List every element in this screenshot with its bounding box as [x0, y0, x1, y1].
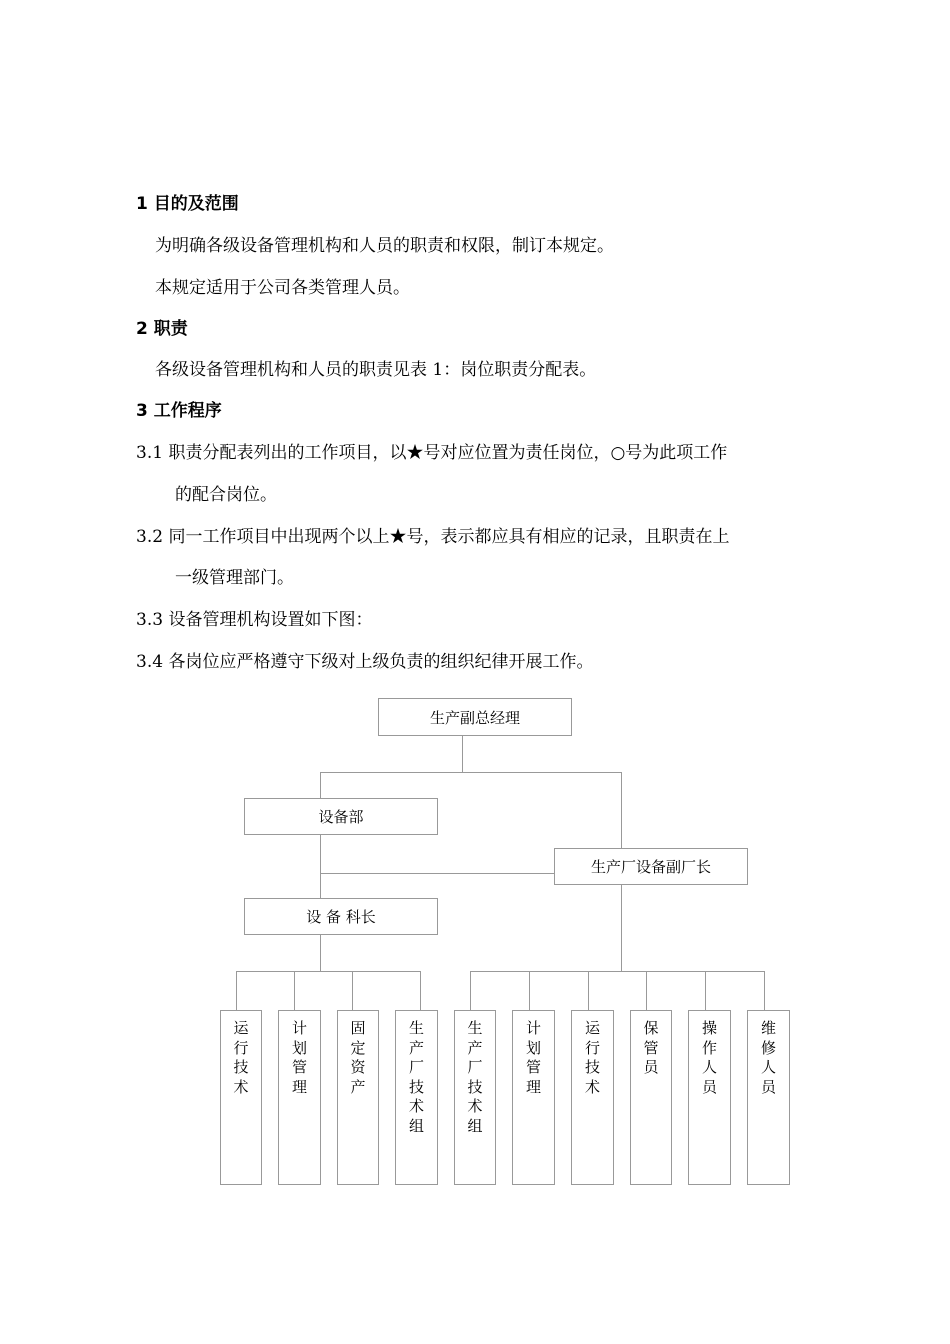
connector [236, 971, 237, 1010]
section-1-heading: 1 目的及范围 [136, 194, 239, 214]
org-box-equipment-dept: 设备部 [244, 798, 438, 835]
section-3-heading: 3 工作程序 [136, 401, 222, 421]
org-unit-label: 计划管理 [291, 1019, 307, 1096]
org-unit-right-3 [571, 1010, 614, 1185]
connector [470, 971, 471, 1010]
org-unit-label: 维修人员 [760, 1019, 776, 1096]
section-1-paragraph-1: 为明确各级设备管理机构和人员的职责和权限，制订本规定。 [155, 236, 614, 256]
org-unit-left-2 [278, 1010, 321, 1185]
connector [470, 971, 765, 972]
org-unit-right-4 [630, 1010, 672, 1185]
section-2-paragraph-1: 各级设备管理机构和人员的职责见表 1：岗位职责分配表。 [155, 360, 597, 380]
connector [420, 971, 421, 1010]
item-3-2-line-1: 3.2 同一工作项目中出现两个以上★号，表示都应具有相应的记录，且职责在上 [136, 527, 730, 547]
connector [320, 873, 555, 874]
item-3-2-line-2: 一级管理部门。 [175, 568, 294, 588]
connector [320, 772, 622, 773]
org-unit-label: 保管员 [643, 1019, 659, 1076]
org-unit-label: 计划管理 [525, 1019, 541, 1096]
org-unit-left-3 [337, 1010, 379, 1185]
org-unit-right-6 [747, 1010, 790, 1185]
item-3-1-line-2: 的配合岗位。 [175, 485, 277, 505]
connector [588, 971, 589, 1010]
connector [646, 971, 647, 1010]
org-unit-label: 运行技术 [584, 1019, 600, 1096]
section-2-heading: 2 职责 [136, 319, 188, 339]
org-unit-left-4 [395, 1010, 438, 1185]
org-box-deputy-gm: 生产副总经理 [378, 698, 572, 736]
connector [621, 772, 622, 848]
org-unit-label: 运行技术 [233, 1019, 249, 1096]
org-box-section-chief: 设 备 科长 [244, 898, 438, 935]
connector [705, 971, 706, 1010]
org-unit-label: 生产厂技术组 [408, 1019, 424, 1135]
connector [529, 971, 530, 1010]
connector [621, 885, 622, 972]
org-box-plant-deputy-director: 生产厂设备副厂长 [554, 848, 748, 885]
connector [236, 971, 421, 972]
connector [320, 835, 321, 898]
connector [294, 971, 295, 1010]
connector [352, 971, 353, 1010]
org-unit-right-1 [454, 1010, 496, 1185]
item-3-3: 3.3 设备管理机构设置如下图： [136, 610, 373, 630]
org-unit-right-2 [512, 1010, 555, 1185]
connector [320, 935, 321, 972]
connector [320, 772, 321, 798]
item-3-1-line-1: 3.1 职责分配表列出的工作项目，以★号对应位置为责任岗位，○号为此项工作 [136, 443, 728, 463]
org-unit-label: 生产厂技术组 [467, 1019, 483, 1135]
item-3-4: 3.4 各岗位应严格遵守下级对上级负责的组织纪律开展工作。 [136, 652, 594, 672]
org-unit-right-5 [688, 1010, 731, 1185]
connector [764, 971, 765, 1010]
org-unit-label: 固定资产 [350, 1019, 366, 1096]
section-1-paragraph-2: 本规定适用于公司各类管理人员。 [155, 278, 410, 298]
org-unit-label: 操作人员 [701, 1019, 717, 1096]
org-unit-left-1 [220, 1010, 262, 1185]
connector [462, 736, 463, 773]
